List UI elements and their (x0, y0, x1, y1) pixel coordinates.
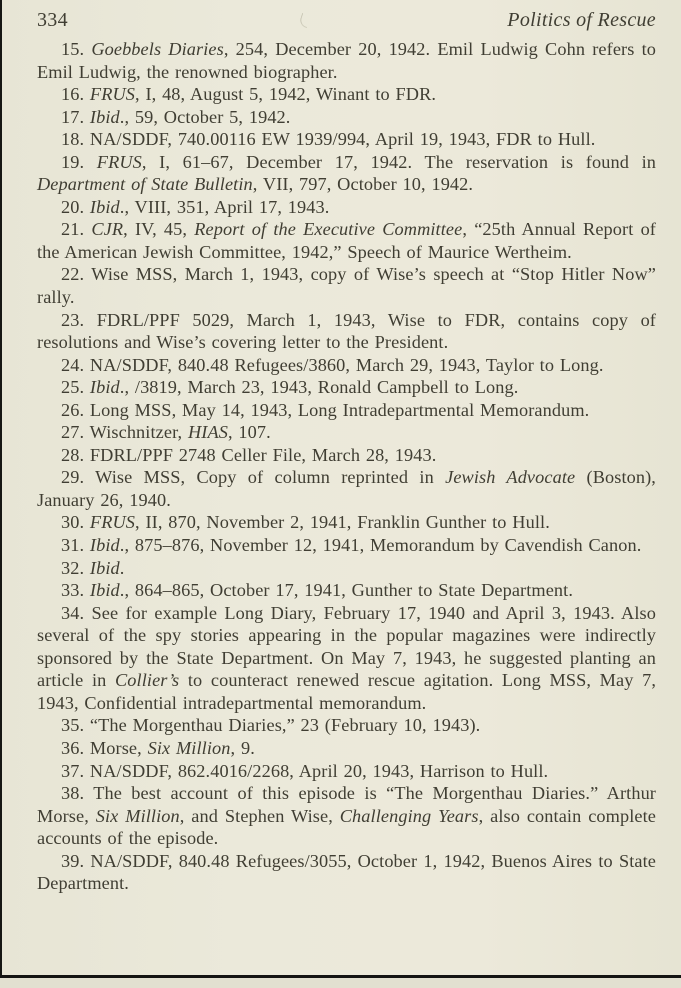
footnote (37, 263, 656, 308)
running-title: Politics of Rescue (507, 9, 656, 31)
citation-title: Challenging Years (339, 805, 479, 826)
note-text: , I, 61–67, December 17, 1942. The reservation is found in (141, 151, 656, 172)
note-text: 23. FDRL/PPF 5029, March 1, 1943, Wise to FDR, contains copy of resolutions and Wise’s covering letter to the President. (37, 309, 656, 353)
note-text: 29. Wise MSS, Copy of column reprinted in (61, 467, 446, 488)
footnote (37, 714, 656, 737)
note-text: 31. (61, 535, 90, 556)
note-text: , 9. (230, 737, 255, 758)
note-text: 30. (61, 512, 90, 533)
footnote (37, 557, 656, 580)
footnote (37, 602, 656, 715)
citation-title: Six Million (147, 737, 231, 758)
note-text: , IV, 45, (123, 219, 195, 240)
footnote (37, 309, 656, 354)
citation-title: Ibid (89, 580, 120, 601)
footnote (37, 782, 656, 850)
note-text: , 107. (227, 422, 271, 443)
note-text: 39. NA/SDDF, 840.48 Refugees/3055, October 1, 1942, Buenos Aires to State Department. (37, 850, 656, 894)
note-text: ., /3819, March 23, 1943, Ronald Campbell to Long. (119, 377, 519, 398)
footnote (37, 376, 656, 399)
note-text: , II, 870, November 2, 1941, Franklin Gunther to Hull. (135, 512, 550, 533)
footnote (37, 218, 656, 263)
citation-title: Report of the Executive Committee (194, 219, 463, 240)
footnote (37, 196, 656, 219)
note-text: 28. FDRL/PPF 2748 Celler File, March 28, 1943. (61, 444, 437, 465)
note-text: 35. “The Morgenthau Diaries,” 23 (February 10, 1943). (61, 715, 481, 736)
note-text: ., 864–865, October 17, 1941, Gunther to State Department. (119, 580, 574, 601)
citation-title: FRUS (96, 151, 142, 172)
citation-title: Ibid (89, 557, 120, 578)
note-text: , also contain complete accounts of the episode. (37, 805, 657, 849)
note-text: , VII, 797, October 10, 1942. (252, 174, 474, 195)
citation-title: Ibid (89, 535, 120, 556)
note-text: 26. Long MSS, May 14, 1943, Long Intradepartmental Memorandum. (61, 399, 590, 420)
citation-title: Ibid (89, 106, 120, 127)
note-text: ., 59, October 5, 1942. (119, 106, 291, 127)
note-text: 38. The best account of this episode is “The Morgenthau Diaries.” Arthur Morse, (37, 783, 656, 826)
note-text: (Boston), January 26, 1940. (37, 467, 656, 510)
footnote (37, 128, 656, 151)
citation-title: Ibid (89, 196, 120, 217)
note-text: 19. (61, 151, 97, 172)
note-text: ., VIII, 351, April 17, 1943. (119, 196, 330, 217)
footnote (37, 466, 656, 511)
citation-title: Department of State Bulletin (37, 174, 253, 195)
note-text: 21. (61, 219, 92, 240)
citation-title: Jewish Advocate (445, 467, 576, 488)
note-text: 17. (61, 106, 90, 127)
footnote (37, 421, 656, 444)
note-text: 25. (61, 377, 90, 398)
note-text: 27. Wischnitzer, (61, 422, 188, 443)
note-text: , “25th Annual Report of the American Jewish Committee, 1942,” Speech of Maurice Wertheim. (37, 219, 656, 262)
footnote (37, 850, 656, 895)
footnote (37, 760, 656, 783)
note-text: , I, 48, August 5, 1942, Winant to FDR. (135, 84, 437, 105)
notes-list (37, 38, 656, 895)
footnote (37, 737, 656, 760)
footnote (37, 511, 656, 534)
citation-title: Ibid (89, 377, 120, 398)
note-text: 32. (61, 557, 90, 578)
citation-title: Goebbels Diaries (91, 39, 224, 59)
citation-title: CJR (91, 219, 124, 240)
footnote (37, 399, 656, 422)
citation-title: FRUS (89, 84, 135, 105)
note-text: 18. NA/SDDF, 740.00116 EW 1939/994, April 19, 1943, FDR to Hull. (61, 129, 596, 150)
note-text: , and Stephen Wise, (179, 805, 340, 826)
footnote (37, 83, 656, 106)
footnote (37, 354, 656, 377)
note-text: 22. Wise MSS, March 1, 1943, copy of Wise’s speech at “Stop Hitler Now” rally. (37, 264, 656, 308)
footnote (37, 579, 656, 602)
citation-title: HIAS (187, 422, 228, 443)
scan-strip-bottom (0, 978, 681, 988)
note-text: 36. Morse, (61, 737, 148, 758)
note-text: 33. (61, 580, 90, 601)
footnote (37, 444, 656, 467)
note-text: 16. (61, 84, 90, 105)
note-text: 15. (61, 39, 92, 59)
note-text: 37. NA/SDDF, 862.4016/2268, April 20, 1943, Harrison to Hull. (61, 760, 549, 781)
note-text: ., 875–876, November 12, 1941, Memorandum by Cavendish Canon. (119, 535, 642, 556)
scan-edge-left (0, 0, 2, 988)
note-text: . (119, 557, 125, 578)
footnote (37, 151, 656, 196)
citation-title: Six Million (95, 805, 180, 826)
page-number: 334 (37, 9, 68, 31)
note-text: 20. (61, 196, 90, 217)
footnote (37, 106, 656, 129)
page-header (37, 9, 656, 32)
citation-title: Collier’s (115, 670, 180, 691)
note-text: 24. NA/SDDF, 840.48 Refugees/3860, March 29, 1943, Taylor to Long. (61, 354, 604, 375)
citation-title: FRUS (89, 512, 135, 533)
note-text: 34. See for example Long Diary, February 17, 1940 and April 3, 1943. Also several of the spy stories appearing in the popular magazines were indirectly sponsored by the State Department. On May 7, 1943, he suggested planting an article in (37, 602, 656, 691)
footnote (37, 38, 656, 83)
note-text: to counteract renewed rescue agitation. Long MSS, May 7, 1943, Confidential intradepartmental memorandum. (37, 670, 656, 713)
footnote (37, 534, 656, 557)
note-text: , 254, December 20, 1942. Emil Ludwig Cohn refers to Emil Ludwig, the renowned biographer. (37, 39, 656, 82)
